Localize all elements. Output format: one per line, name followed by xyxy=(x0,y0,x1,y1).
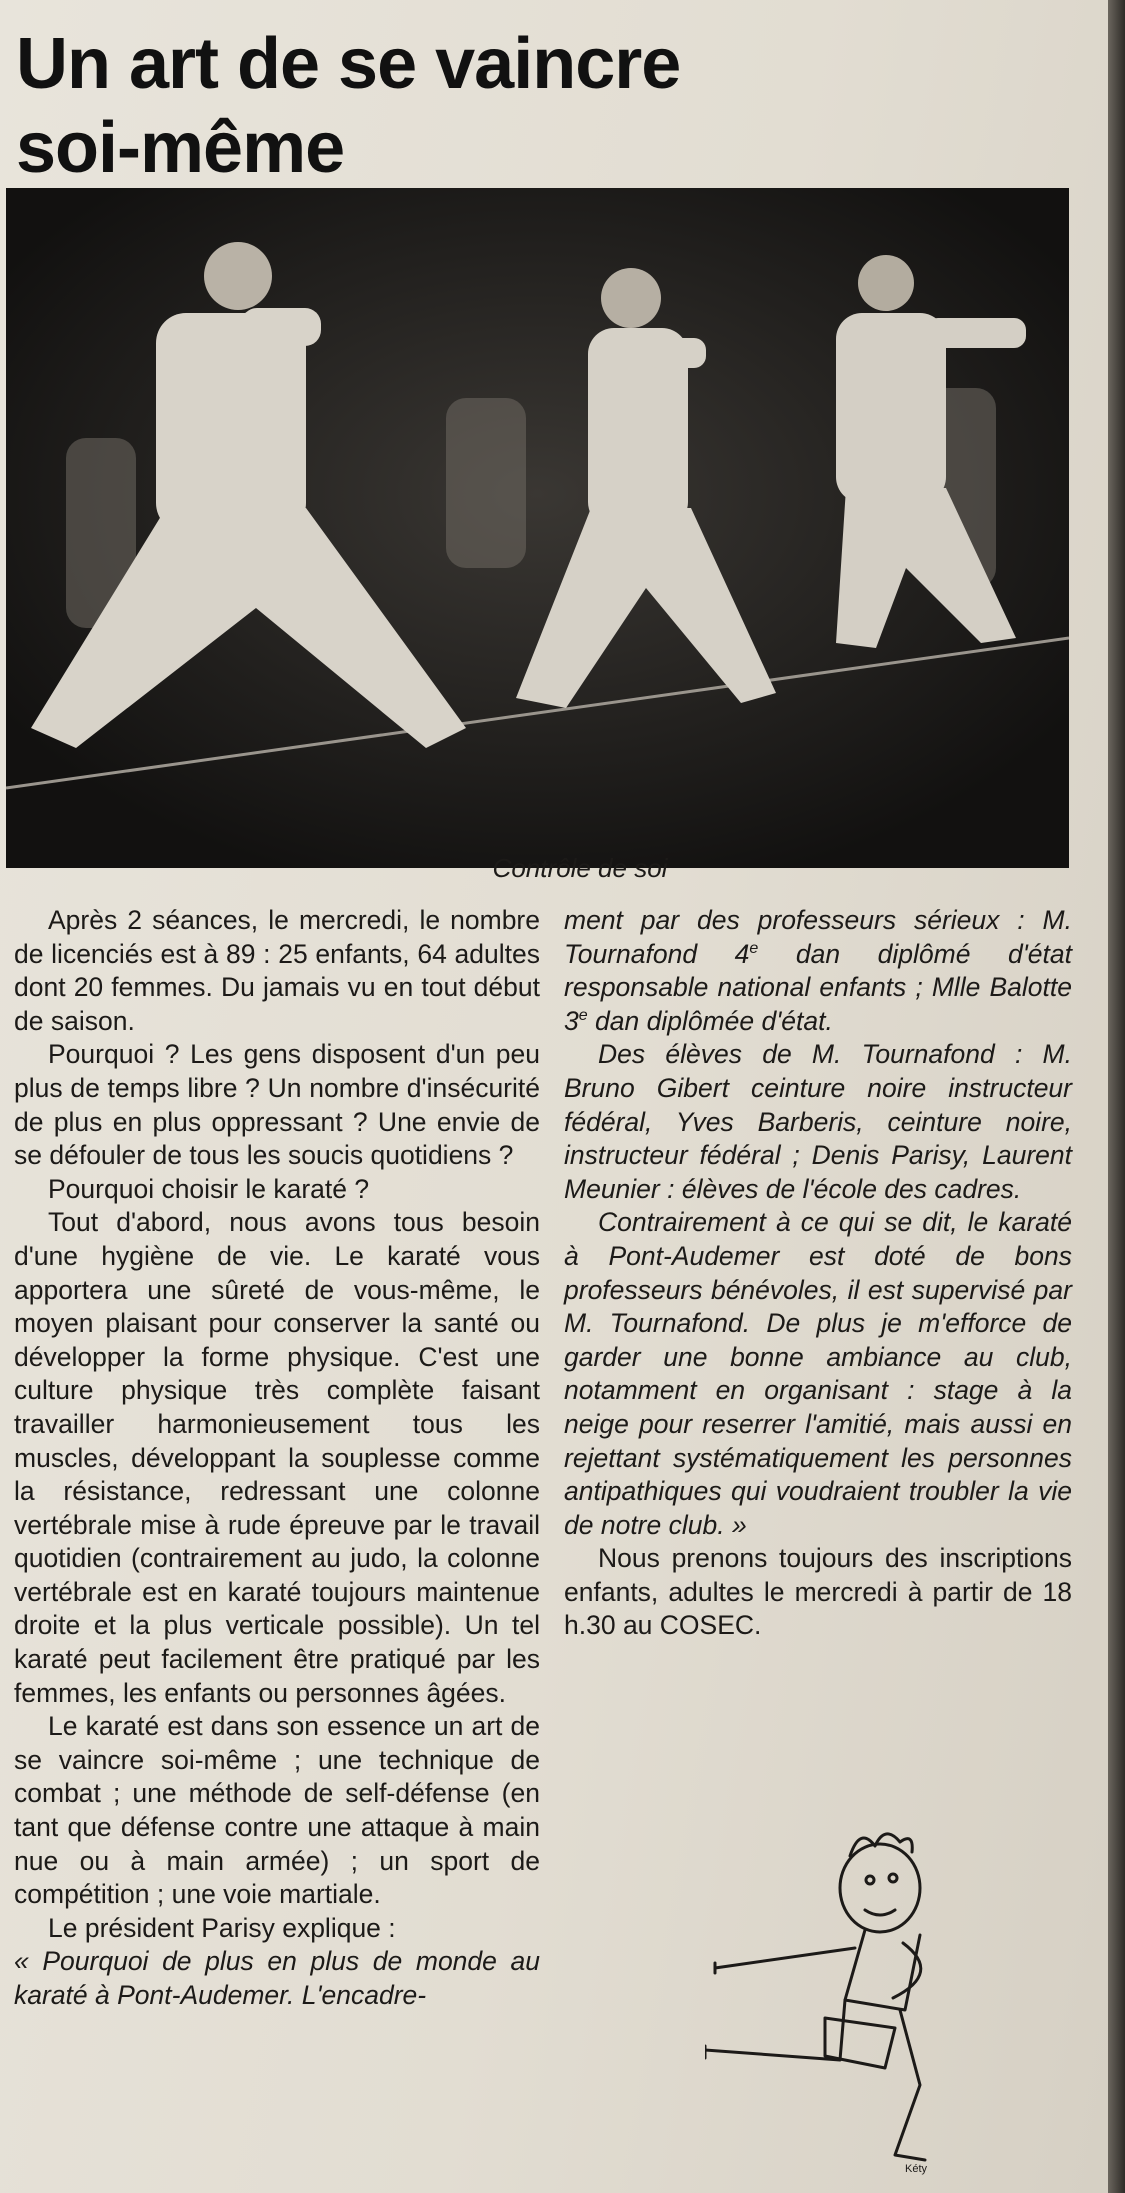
paragraph: Tout d'abord, nous avons tous besoin d'une hygiène de vie. Le karaté vous apportera une sûreté de vous-même, le moyen plaisant pour conserver la santé ou développer la forme physique. C'est une culture physique très complète faisant travailler harmonieusement tous les muscles, développant la souplesse comme la résistance, redressant une colonne vertébrale mise à rude épreuve par le travail quotidien (contrairement au judo, la colonne vertébrale est en karaté toujours maintenue droite et la plus verticale possible). Un tel karaté peut facilement être pratiqué par les femmes, les enfants ou personnes âgées. xyxy=(14,1207,540,1708)
karate-photo xyxy=(6,188,1069,868)
article-column-1 xyxy=(14,904,540,2013)
karate-cartoon-drawing xyxy=(705,1818,1005,2188)
paragraph-quote: Des élèves de M. Tournafond : M. Bruno Gibert ceinture noire instructeur fédéral, Yves Barberis, ceinture noire, instructeur fédéral ; Denis Parisy, Laurent Meunier : élèves de l'école des cadres. xyxy=(564,1039,1072,1204)
photo-caption: Contrôle de soi xyxy=(492,853,668,883)
paragraph: Le président Parisy explique : xyxy=(48,1912,396,1943)
paragraph: Pourquoi choisir le karaté ? xyxy=(48,1173,370,1204)
paragraph-quote: Contrairement à ce qui se dit, le karaté à Pont-Audemer est doté de bons professeurs bénévoles, il est supervisé par M. Tournafond. De plus je m'efforce de garder une bonne ambiance au club, notamment en organisant : stage à la neige pour reserrer l'amitié, mais aussi en rejettant systématiquement les personnes antipathiques qui voudraient troubler la vie de notre club. » xyxy=(564,1207,1072,1540)
paragraph: Le karaté est dans son essence un art de se vaincre soi-même ; une technique de combat ; une méthode de self-défense (en tant que défense contre une attaque à main nue ou à main armée) ; un sport de compétition ; une voie martiale. xyxy=(14,1711,540,1910)
title-line-1: Un art de se vaincre xyxy=(16,24,681,104)
paragraph: Nous prenons toujours des inscriptions enfants, adultes le mercredi à partir de 18 h.30 au COSEC. xyxy=(564,1543,1072,1641)
paragraph: Après 2 séances, le mercredi, le nombre de licenciés est à 89 : 25 enfants, 64 adultes dont 20 femmes. Du jamais vu en tout début de saison. xyxy=(14,905,540,1036)
title-line-2: soi-même xyxy=(16,108,345,188)
cartoon-signature: Kéty xyxy=(905,2163,928,2175)
page-edge-shadow xyxy=(1108,0,1125,2193)
karate-practitioners-image xyxy=(6,188,1069,868)
paragraph-quote: ment par des professeurs sérieux : M. Tournafond 4e dan diplômé d'état responsable national enfants ; Mlle Balotte 3e dan diplômée d'état. xyxy=(564,905,1072,1036)
article-title xyxy=(16,22,916,190)
paragraph-quote-start: « Pourquoi de plus en plus de monde au karaté à Pont-Audemer. L'encadre- xyxy=(14,1946,540,2010)
article-column-2 xyxy=(564,904,1072,1643)
karate-cartoon xyxy=(705,1818,1005,2188)
paragraph: Pourquoi ? Les gens disposent d'un peu plus de temps libre ? Un nombre d'insécurité de plus en plus oppressant ? Une envie de se défouler de tous les soucis quotidiens ? xyxy=(14,1039,540,1171)
